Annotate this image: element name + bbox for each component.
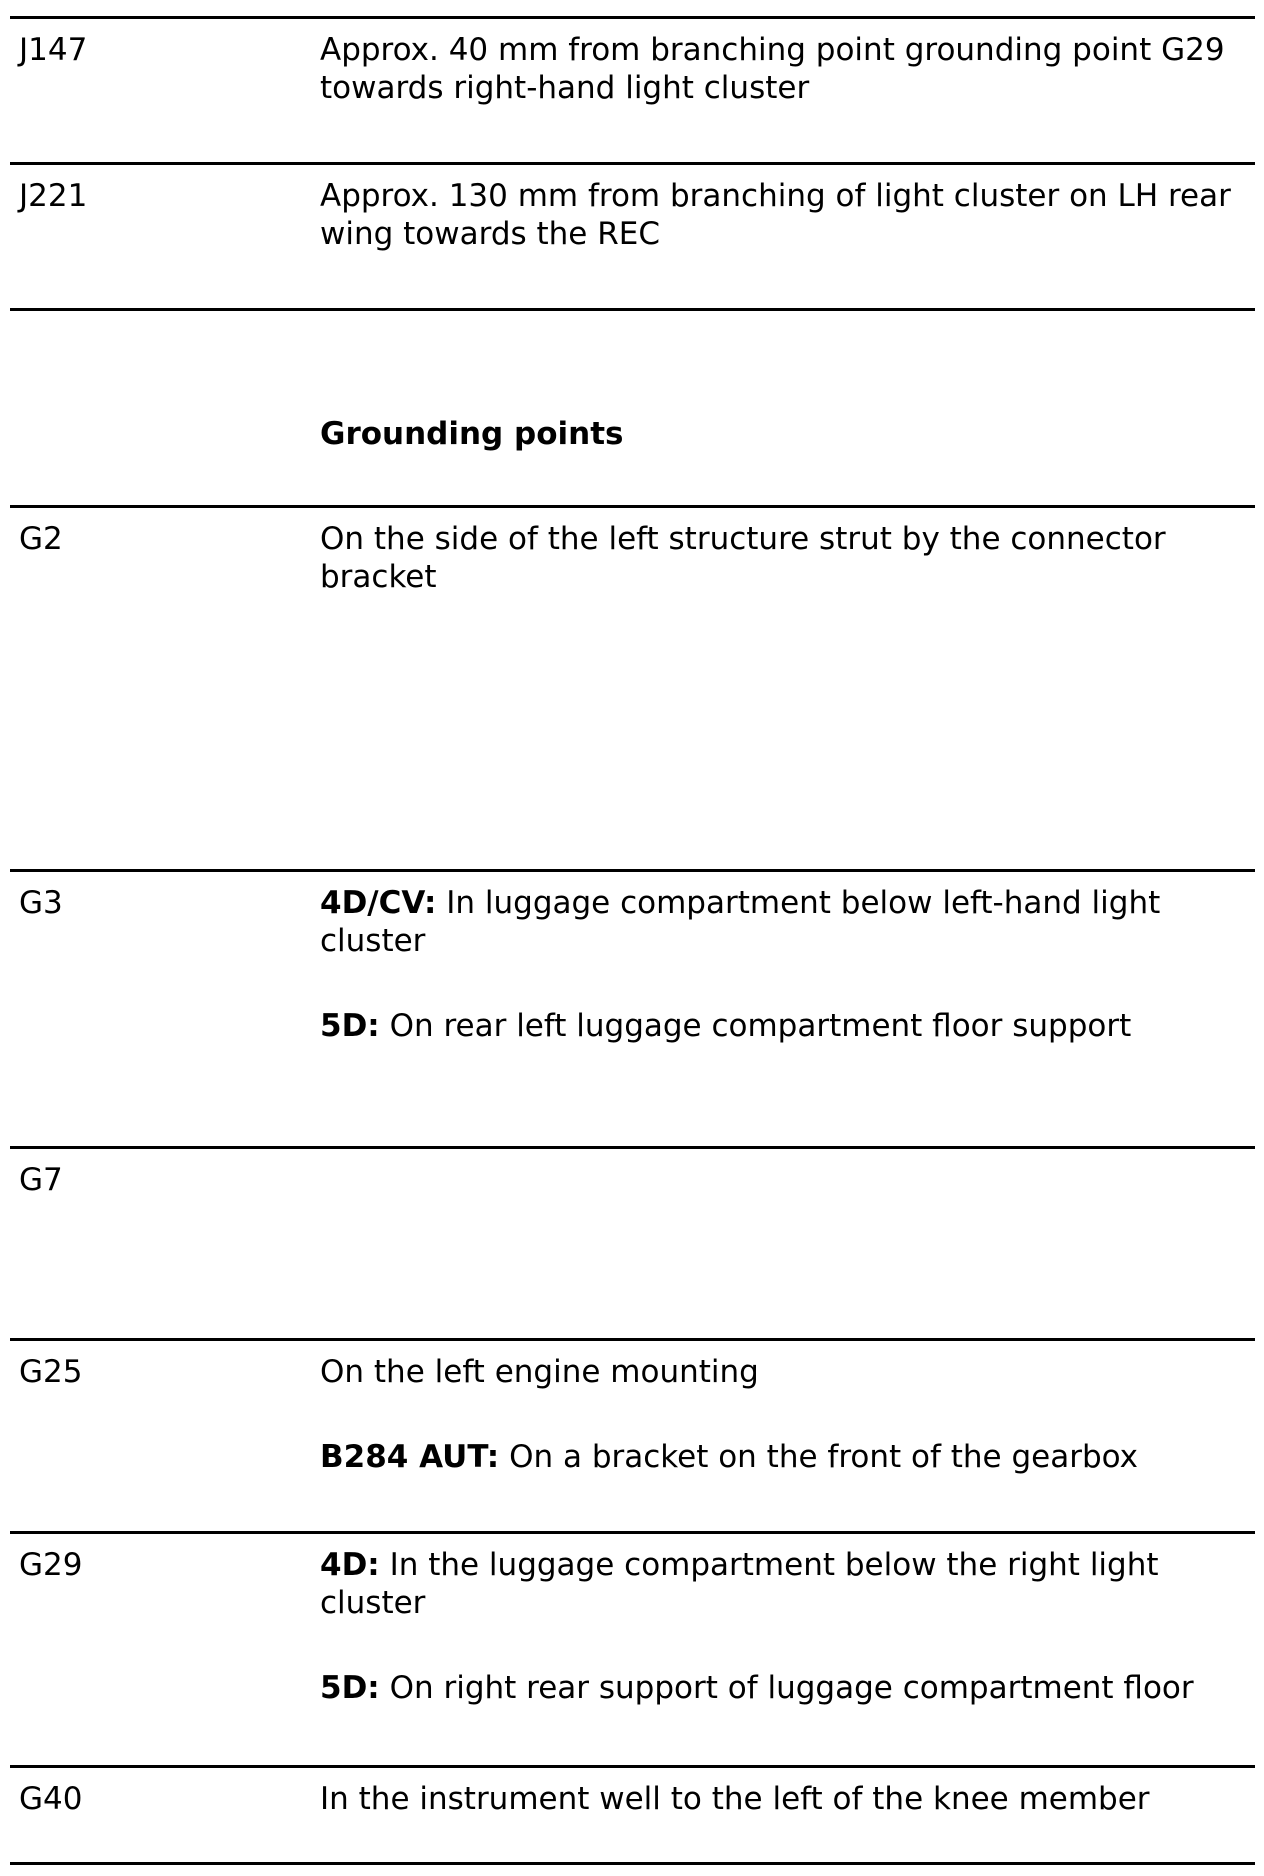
row-code-g7: G7 [19,1162,63,1198]
table-rule [10,162,1255,165]
table-rule [10,1531,1255,1534]
description-paragraph [320,884,1250,960]
row-code-g2: G2 [19,521,63,557]
table-rule [10,1338,1255,1341]
row-description-g25 [320,1353,1250,1391]
description-text: In luggage compartment below left-hand light cluster [320,885,1161,959]
row-description-g29-second [320,1669,1250,1707]
row-description-g29 [320,1546,1250,1622]
description-text: On right rear support of luggage compartment floor [389,1670,1194,1706]
description-paragraph [320,1007,1250,1045]
description-paragraph [320,177,1250,253]
row-description-j147 [320,31,1250,107]
description-paragraph [320,1353,1250,1391]
description-text: Approx. 130 mm from branching of light cluster on LH rear wing towards the REC [320,178,1231,252]
row-description-g3-second [320,1007,1250,1045]
description-text: In the luggage compartment below the right light cluster [320,1547,1159,1621]
row-description-g40 [320,1780,1250,1818]
table-rule [10,1862,1255,1865]
description-paragraph [320,1669,1250,1707]
row-code-g40: G40 [19,1781,83,1817]
description-text: In the instrument well to the left of the knee member [320,1781,1150,1817]
row-code-g25: G25 [19,1354,83,1390]
description-paragraph [320,1546,1250,1622]
table-rule [10,1765,1255,1768]
variant-label: 5D: [320,1008,380,1044]
description-text: Approx. 40 mm from branching point grounding point G29 towards right-hand light cluster [320,32,1225,106]
variant-label: 4D/CV: [320,885,437,921]
row-code-g29: G29 [19,1547,83,1583]
table-rule [10,16,1255,19]
description-paragraph [320,31,1250,107]
variant-label: 5D: [320,1670,380,1706]
variant-label: B284 AUT: [320,1439,500,1475]
row-code-g3: G3 [19,885,63,921]
description-text: On rear left luggage compartment floor support [389,1008,1132,1044]
table-rule [10,308,1255,311]
description-text: On the left engine mounting [320,1354,759,1390]
table-rule [10,1146,1255,1149]
row-description-g2 [320,520,1250,596]
table-rule [10,869,1255,872]
description-text: On a bracket on the front of the gearbox [509,1439,1138,1475]
table-rule [10,505,1255,508]
variant-label: 4D: [320,1547,380,1583]
row-description-j221 [320,177,1250,253]
description-paragraph [320,1780,1250,1818]
description-paragraph [320,1438,1250,1476]
description-paragraph [320,520,1250,596]
row-description-g3 [320,884,1250,960]
row-code-j221: J221 [19,178,88,214]
description-text: On the side of the left structure strut by the connector bracket [320,521,1166,595]
row-code-j147: J147 [19,32,88,68]
row-description-g25-second [320,1438,1250,1476]
section-heading: Grounding points [320,416,624,452]
